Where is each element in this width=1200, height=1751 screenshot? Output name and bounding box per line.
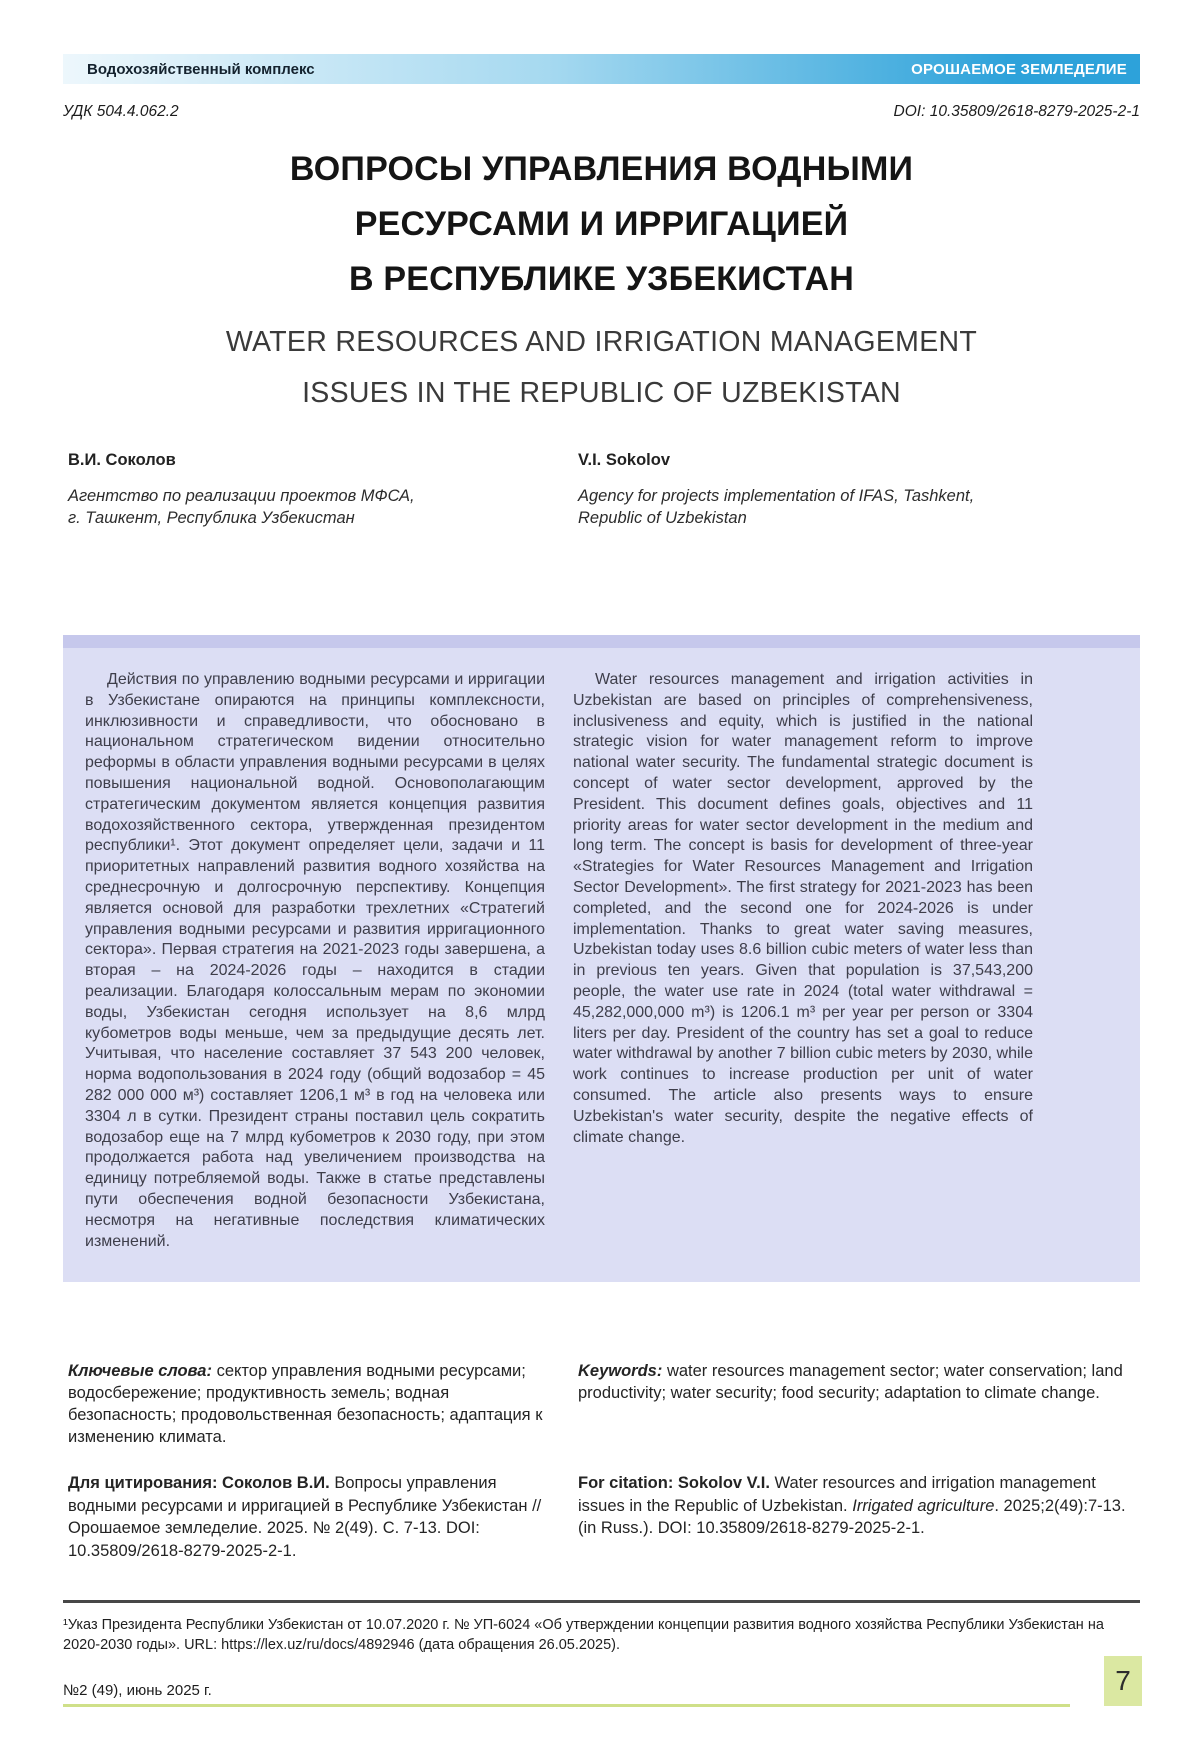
- keywords-ru: [68, 1360, 556, 1448]
- journal-article-page: [0, 54, 1200, 1751]
- affiliation-ru: Агентство по реализации проектов МФСА, г. Ташкент, Республика Узбекистан: [68, 487, 415, 527]
- page-content: [0, 54, 1200, 1562]
- citation-row: [63, 1472, 1140, 1562]
- citation-en-text-1: Water resources and irrigation management issues in the Republic of Uzbekistan.: [578, 1474, 1096, 1515]
- abstract-columns: [63, 648, 1140, 1282]
- article-title-en: WATER RESOURCES AND IRRIGATION MANAGEMENT ISSUES IN THE REPUBLIC OF UZBEKISTAN: [225, 326, 978, 409]
- footnote: [63, 1616, 1140, 1655]
- authors-row: [63, 451, 1140, 529]
- rubric-label: Водохозяйственный комплекс: [87, 60, 315, 78]
- keywords-en-label: Keywords:: [578, 1362, 663, 1381]
- meta-row: [63, 103, 1140, 121]
- page-number: 7: [1104, 1656, 1142, 1706]
- footer-accent-line: [63, 1704, 1070, 1707]
- footnote-text-pre: ¹Указ Президента Республики Узбекистан от 10.07.2020 г. № УП-6024 «Об утверждении концепции развития водного хозяйства Республики Узбекистан на 2020-2030 годы». URL:: [63, 1617, 1104, 1653]
- author-name-en: V.I. Sokolov: [578, 451, 671, 469]
- abstract-en: Water resources management and irrigation activities in Uzbekistan are based on principles of comprehensiveness, inclusiveness and equity, which is justified in the national strategic vision for water management reform to improve national water security. The fundamental strategic document is concept of water sector development, approved by the President. This document defines goals, objectives and 11 priority areas for water sector development in the medium and long term. The concept is basis for development of three-year «Strategies for Water Resources Management and Irrigation Sector Development». The first strategy for 2021-2023 has been completed, and the second one for 2024-2026 is under implementation. Thanks to great water saving measures, Uzbekistan today uses 8.6 billion cubic meters of water less than in previous ten years. Given that population is 37,543,200 people, the water use rate in 2024 (total water withdrawal = 45,282,000,000 m³) is 1206.1 m³ per year per person or 3304 liters per day. President of the country has set a goal to reduce water withdrawal by another 7 billion cubic meters by 2030, while work continues to increase production per unit of water consumed. The article also presents ways to ensure Uzbekistan's water security, despite the negative effects of climate change.: [573, 671, 1033, 1146]
- abstract-block: [63, 635, 1140, 1282]
- author-name-ru: В.И. Соколов: [68, 451, 176, 469]
- article-title-ru: ВОПРОСЫ УПРАВЛЕНИЯ ВОДНЫМИ РЕСУРСАМИ И ИРРИГАЦИЕЙ В РЕСПУБЛИКЕ УЗБЕКИСТАН: [289, 150, 914, 298]
- issue-label: №2 (49), июнь 2025 г.: [63, 1682, 212, 1699]
- footnote-block: [63, 1600, 1140, 1655]
- udk-code: УДК 504.4.062.2: [63, 103, 179, 120]
- keywords-ru-text: сектор управления водными ресурсами; водосбережение; продуктивность земель; водная безопасность; продовольственная безопасность; адаптация к изменению климата.: [68, 1362, 543, 1447]
- keywords-ru-label: Ключевые слова:: [68, 1362, 212, 1381]
- citation-en: [578, 1472, 1140, 1562]
- keywords-en-text: water resources management sector; water conservation; land productivity; water security; food security; adaptation to climate change.: [578, 1362, 1123, 1403]
- affiliation-en: Agency for projects implementation of IFAS, Tashkent, Republic of Uzbekistan: [578, 487, 975, 527]
- header-bar: [63, 54, 1140, 84]
- citation-en-text-2: . 2025;2(49):7-13. (in Russ.). DOI: 10.35809/2618-8279-2025-2-1.: [578, 1496, 1126, 1538]
- section-label: ОРОШАЕМОЕ ЗЕМЛЕДЕЛИЕ: [911, 60, 1127, 78]
- citation-en-label: For citation: Sokolov V.I.: [578, 1474, 770, 1493]
- keywords-row: [63, 1360, 1140, 1448]
- authors-column-ru: [68, 451, 556, 529]
- footnote-url[interactable]: https://lex.uz/ru/docs/4892946: [221, 1636, 415, 1653]
- citation-ru: [68, 1472, 556, 1562]
- authors-column-en: [578, 451, 1140, 529]
- citation-ru-label: Для цитирования: Соколов В.И.: [68, 1474, 330, 1493]
- footnote-text-post: (дата обращения 26.05.2025).: [414, 1636, 621, 1653]
- citation-ru-text: Вопросы управления водными ресурсами и ирригацией в Республике Узбекистан // Орошаемое земледелие. 2025. № 2(49). С. 7-13. DOI: 10.35809/2618-8279-2025-2-1.: [68, 1474, 542, 1560]
- citation-en-journal: Irrigated agriculture: [852, 1496, 995, 1515]
- abstract-ru: Действия по управлению водными ресурсами и ирригации в Узбекистане опираются на принципы комплексности, инклюзивности и справедливости, что обосновано в национальном стратегическом видении относительно реформы в области управления водными ресурсами в целях повышения национальной водной. Основополагающим стратегическим документом является концепция развития водохозяйственного сектора, утвержденная президентом республики¹. Этот документ определяет цели, задачи и 11 приоритетных направлений развития водного хозяйства на среднесрочную и долгосрочную перспективу. Концепция является основой для разработки трехлетних «Стратегий управления водными ресурсами и развития ирригационного сектора». Первая стратегия на 2021-2023 годы завершена, а вторая – на 2024-2026 годы – находится в стадии реализации. Благодаря колоссальным мерам по экономии воды, Узбекистан сегодня использует на 8,6 млрд кубометров воды меньше, чем за предыдущие десять лет. Учитывая, что население составляет 37 543 200 человек, норма водопользования в 2024 году (общий водозабор = 45 282 000 000 м³) составляет 1206,1 м³ в год на человека или 3304 л в сутки. Президент страны поставил цель сократить водозабор еще на 7 млрд кубометров к 2030 году, при этом продолжается работа над увеличением производства на единицу потребляемой воды. Также в статье представлены пути обеспечения водной безопасности Узбекистана, несмотря на негативные последствия климатических изменений.: [85, 671, 545, 1250]
- keywords-en: [578, 1360, 1140, 1448]
- abstract-top-band: [63, 635, 1140, 648]
- doi-code: DOI: 10.35809/2618-8279-2025-2-1: [893, 103, 1140, 120]
